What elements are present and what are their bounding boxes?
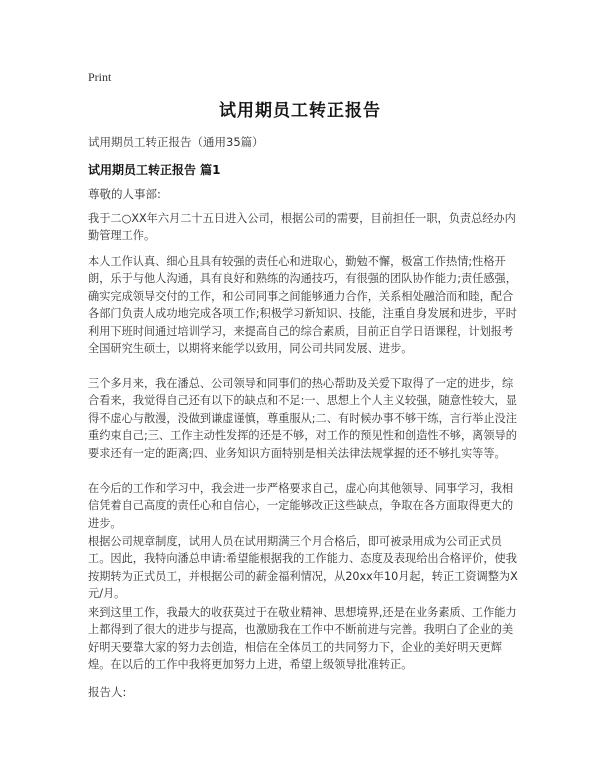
page-title: 试用期员工转正报告 — [219, 101, 381, 121]
document-subtitle: 试用期员工转正报告（通用35篇） — [88, 135, 264, 149]
paragraph-5: 根据公司规章制度，试用人员在试用期满三个月合格后，即可被录用成为公司正式员工。因此，我特向潘总申请:希望能根据我的工作能力、态度及表现给出合格评价，使我按期转为正式员工，并根据公司的薪金福利情况，从20xx年10月起，转正工资调整为X元/月。 — [88, 535, 518, 601]
signature-label: 报告人: — [88, 685, 127, 699]
section-heading: 试用期员工转正报告 篇1 — [88, 163, 221, 177]
paragraph-2: 本人工作认真、细心且具有较强的责任心和进取心，勤勉不懈，极富工作热情;性格开朗，乐于与他人沟通，具有良好和熟练的沟通技巧，有很强的团队协作能力;责任感强，确实完成领导交付的工作，和公司同事之间能够通力合作，关系相处融洽而和睦，配合各部门负责人成功地完成各项工作;积极学习新知识、技能，注重自身发展和进步，平时利用下班时间通过培训学习，来提高自己的综合素质，目前正自学日语课程，计划报考全国研究生硕士，以期将来能学以致用，同公司共同发展、进步。 — [88, 255, 517, 356]
paragraph-6: 来到这里工作，我最大的收获莫过于在敬业精神、思想境界,还是在业务素质、工作能力上都得到了很大的进步与提高，也激励我在工作中不断前进与完善。我明白了企业的美好明天要靠大家的努力去创造，相信在全体员工的共同努力下，企业的美好明天更辉煌。在以后的工作中我将更加努力上进，希望上级领导批准转正。 — [88, 606, 517, 672]
paragraph-4: 在今后的工作和学习中，我会进一步严格要求自己，虚心向其他领导、同事学习，我相信凭着自己高度的责任心和自信心，一定能够改正这些缺点，争取在各方面取得更大的进步。 — [88, 482, 514, 530]
print-link[interactable]: Print — [88, 70, 112, 84]
salutation: 尊敬的人事部: — [88, 187, 161, 201]
paragraph-1: 我于二○XX年六月二十五日进入公司，根据公司的需要，目前担任一职，负责总经办内勤管理工作。 — [88, 212, 516, 243]
paragraph-3: 三个多月来，我在潘总、公司领导和同事们的热心帮助及关爱下取得了一定的进步，综合看来，我觉得自己还有以下的缺点和不足:一、思想上个人主义较强，随意性较大，显得不虚心与散漫，没做到谦虚谨慎，尊重服从;二、有时候办事不够干练，言行举止没注重约束自己;三、工作主动性发挥的还是不够，对工作的预见性和创造性不够，离领导的要求还有一定的距离;四、业务知识方面特别是相关法律法规掌握的还不够扎实等等。 — [88, 377, 517, 460]
